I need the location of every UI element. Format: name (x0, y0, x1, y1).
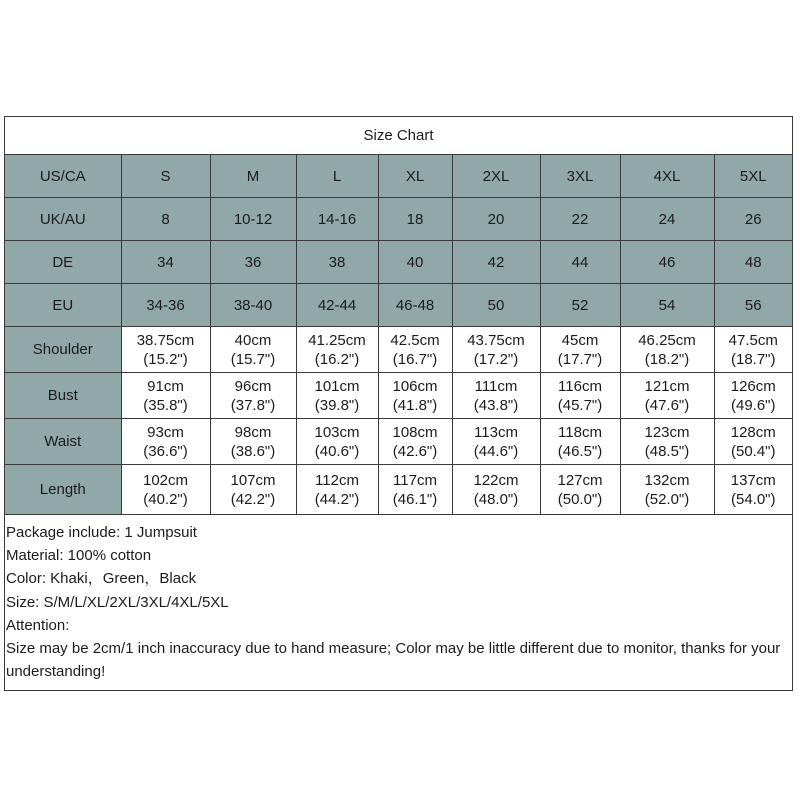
size-cell: 48 (714, 241, 792, 284)
size-cell: 24 (620, 198, 714, 241)
size-cell: 42-44 (296, 284, 378, 327)
measurement-cell (714, 327, 792, 373)
measurement-cell (296, 419, 378, 465)
inch-value: (40.6") (314, 442, 360, 460)
measurement-cell (620, 327, 714, 373)
cm-value: 117cm (393, 471, 437, 489)
measurement-row (5, 327, 792, 373)
size-cell: 4XL (620, 155, 714, 198)
measurement-cell (540, 465, 620, 515)
inch-value: (40.2") (143, 490, 188, 508)
measurement-cell (620, 373, 714, 419)
inch-value: (15.2") (143, 350, 188, 368)
inch-value: (41.8") (392, 396, 438, 414)
inch-value: (17.2") (473, 350, 519, 368)
measurement-cell (296, 373, 378, 419)
size-cell: 40 (378, 241, 452, 284)
size-cell: 26 (714, 198, 792, 241)
inch-value: (44.2") (314, 490, 360, 508)
inch-value: (18.2") (644, 350, 690, 368)
chart-title: Size Chart (5, 117, 792, 155)
row-label: Length (5, 465, 121, 515)
measurement-cell (452, 327, 540, 373)
size-cell: 42 (452, 241, 540, 284)
size-cell: 44 (540, 241, 620, 284)
size-cell: 34 (121, 241, 210, 284)
measurement-cell (714, 465, 792, 515)
measurement-row (5, 373, 792, 419)
measurement-cell (452, 465, 540, 515)
measurement-cell (121, 373, 210, 419)
measurement-cell (378, 327, 452, 373)
cm-value: 123cm (644, 423, 690, 441)
row-label: Bust (5, 373, 121, 419)
size-chart-panel (4, 116, 793, 691)
cm-value: 121cm (644, 377, 690, 395)
cm-value: 101cm (314, 377, 360, 395)
row-label: Waist (5, 419, 121, 465)
inch-value: (42.2") (230, 490, 276, 508)
cm-value: 43.75cm (467, 331, 525, 349)
size-cell: M (210, 155, 296, 198)
size-cell: 8 (121, 198, 210, 241)
size-cell: 38 (296, 241, 378, 284)
cm-value: 38.75cm (136, 331, 195, 349)
size-cell: 14-16 (296, 198, 378, 241)
cm-value: 137cm (730, 471, 776, 489)
row-label: UK/AU (5, 198, 121, 241)
inch-value: (37.8") (230, 396, 276, 414)
cm-value: 98cm (234, 423, 272, 441)
size-cell: 34-36 (121, 284, 210, 327)
inch-value: (48.5") (644, 442, 690, 460)
inch-value: (16.2") (314, 350, 360, 368)
measurement-cell (121, 465, 210, 515)
product-notes (5, 521, 793, 683)
measurement-cell (210, 327, 296, 373)
size-cell: 2XL (452, 155, 540, 198)
size-cell: 46-48 (378, 284, 452, 327)
cm-value: 42.5cm (390, 331, 440, 349)
measurement-cell (378, 419, 452, 465)
cm-value: 116cm (558, 377, 602, 395)
cm-value: 41.25cm (308, 331, 366, 349)
cm-value: 47.5cm (728, 331, 778, 349)
inch-value: (54.0") (730, 490, 776, 508)
inch-value: (35.8") (143, 396, 188, 414)
measurement-cell (620, 465, 714, 515)
measurement-cell (452, 373, 540, 419)
inch-value: (43.8") (473, 396, 519, 414)
inch-value: (47.6") (644, 396, 690, 414)
row-label: Shoulder (5, 327, 121, 373)
measurement-cell (121, 419, 210, 465)
measurement-cell (296, 465, 378, 515)
measurement-cell (452, 419, 540, 465)
cm-value: 112cm (315, 471, 359, 489)
measurement-cell (540, 373, 620, 419)
size-cell: 46 (620, 241, 714, 284)
size-cell: L (296, 155, 378, 198)
measurement-cell (296, 327, 378, 373)
cm-value: 93cm (147, 423, 184, 441)
size-row (5, 155, 792, 198)
attention-label: Attention: (6, 616, 70, 634)
inch-value: (38.6") (230, 442, 276, 460)
row-label: US/CA (5, 155, 121, 198)
inch-value: (16.7") (392, 350, 438, 368)
cm-value: 128cm (730, 423, 776, 441)
measurement-cell (714, 373, 792, 419)
cm-value: 113cm (474, 423, 518, 441)
measurement-cell (378, 465, 452, 515)
measurement-cell (210, 373, 296, 419)
cm-value: 111cm (474, 377, 518, 395)
inch-value: (44.6") (473, 442, 519, 460)
material-note: Material: 100% cotton (6, 547, 152, 565)
inch-value: (15.7") (230, 350, 276, 368)
cm-value: 108cm (392, 423, 438, 441)
size-cell: XL (378, 155, 452, 198)
size-cell: 22 (540, 198, 620, 241)
inch-value: (48.0") (473, 490, 519, 508)
inch-value: (18.7") (730, 350, 776, 368)
cm-value: 91cm (147, 377, 184, 395)
cm-value: 126cm (730, 377, 776, 395)
measurement-cell (540, 327, 620, 373)
measurement-cell (378, 373, 452, 419)
cm-value: 46.25cm (638, 331, 696, 349)
size-cell: 18 (378, 198, 452, 241)
inch-value: (17.7") (557, 350, 603, 368)
measurement-cell (210, 419, 296, 465)
inch-value: (52.0") (644, 490, 690, 508)
inch-value: (39.8") (314, 396, 360, 414)
size-row (5, 198, 792, 241)
size-cell: 20 (452, 198, 540, 241)
cm-value: 45cm (561, 331, 599, 349)
size-cell: 56 (714, 284, 792, 327)
size-cell: 3XL (540, 155, 620, 198)
row-label: DE (5, 241, 121, 284)
disclaimer-note: Size may be 2cm/1 inch inaccuracy due to hand measure; Color may be little different due to monitor, thanks for your understanding! (6, 640, 781, 681)
size-cell: 54 (620, 284, 714, 327)
measurement-row (5, 419, 792, 465)
measurement-cell (714, 419, 792, 465)
cm-value: 118cm (558, 423, 602, 441)
inch-value: (46.5") (557, 442, 603, 460)
cm-value: 106cm (392, 377, 438, 395)
cm-value: 102cm (142, 471, 189, 489)
measurement-cell (540, 419, 620, 465)
cm-value: 127cm (557, 471, 603, 489)
inch-value: (50.4") (730, 442, 776, 460)
cm-value: 107cm (230, 471, 276, 489)
row-label: EU (5, 284, 121, 327)
size-cell: 52 (540, 284, 620, 327)
inch-value: (42.6") (392, 442, 438, 460)
inch-value: (49.6") (730, 396, 776, 414)
size-chart-table (5, 117, 792, 515)
cm-value: 132cm (644, 471, 690, 489)
cm-value: 103cm (314, 423, 360, 441)
size-row (5, 241, 792, 284)
size-cell: 5XL (714, 155, 792, 198)
size-cell: 10-12 (210, 198, 296, 241)
size-cell: 38-40 (210, 284, 296, 327)
measurement-cell (121, 327, 210, 373)
measurement-cell (620, 419, 714, 465)
size-row (5, 284, 792, 327)
measurement-row (5, 465, 792, 515)
inch-value: (36.6") (143, 442, 188, 460)
inch-value: (50.0") (557, 490, 603, 508)
measurement-cell (210, 465, 296, 515)
color-note: Color: Khaki，Green，Black (6, 570, 197, 588)
inch-value: (45.7") (557, 396, 603, 414)
title-row (5, 117, 792, 155)
cm-value: 122cm (473, 471, 519, 489)
inch-value: (46.1") (392, 490, 438, 508)
size-note: Size: S/M/L/XL/2XL/3XL/4XL/5XL (6, 593, 229, 611)
package-note: Package include: 1 Jumpsuit (6, 524, 197, 541)
size-cell: 36 (210, 241, 296, 284)
size-cell: 50 (452, 284, 540, 327)
cm-value: 96cm (234, 377, 272, 395)
cm-value: 40cm (234, 331, 272, 349)
size-cell: S (121, 155, 210, 198)
